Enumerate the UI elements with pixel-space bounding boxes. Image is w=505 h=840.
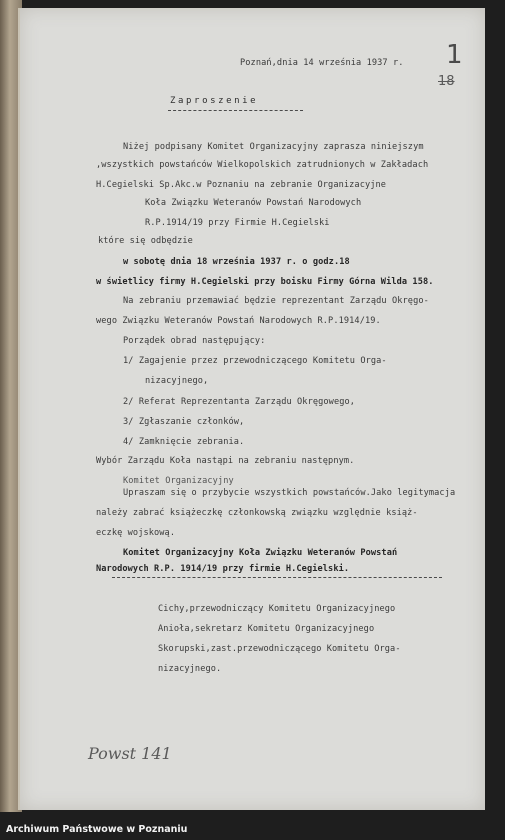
agenda-item-3: 3/ Zgłaszanie członków, xyxy=(123,417,245,427)
member-3: Skorupski,zast.przewodniczącego Komitetu Orga- xyxy=(158,644,401,654)
agenda-intro: Porządek obrad następujący: xyxy=(123,336,266,346)
signature-line-1: Komitet Organizacyjny Koła Związku Weteranów Powstań xyxy=(123,548,398,558)
document-title: Zaproszenie xyxy=(170,96,259,106)
agenda-item-1-cont: nizacyjnego, xyxy=(145,376,209,386)
body-line-9: Na zebraniu przemawiać będzie reprezentant Zarządu Okręgo- xyxy=(123,296,429,306)
agenda-item-2: 2/ Referat Reprezentanta Zarządu Okręgowego, xyxy=(123,397,356,407)
body-line-5: R.P.1914/19 przy Firmie H.Cegielski xyxy=(145,218,330,228)
archive-old-number: 18 xyxy=(438,74,455,89)
body-line-6: które się odbędzie xyxy=(98,236,193,246)
note-attendance-3: eczkę wojskową. xyxy=(96,528,176,538)
agenda-item-4: 4/ Zamknięcie zebrania. xyxy=(123,437,245,447)
note-committee-overtype: Komitet Organizacyjny xyxy=(123,476,234,486)
body-line-1: Niżej podpisany Komitet Organizacyjny zaprasza niniejszym xyxy=(123,142,424,152)
archive-watermark: Archiwum Państwowe w Poznaniu xyxy=(6,824,188,835)
member-3-cont: nizacyjnego. xyxy=(158,664,222,674)
member-1: Cichy,przewodniczący Komitetu Organizacyjnego xyxy=(158,604,396,614)
body-line-3: H.Cegielski Sp.Akc.w Poznaniu na zebranie Organizacyjne xyxy=(96,180,387,190)
archive-page-number: 1 xyxy=(446,40,463,70)
body-line-2: ,wszystkich powstańców Wielkopolskich zatrudnionych w Zakładach xyxy=(96,160,429,170)
member-2: Aniołа,sekretarz Komitetu Organizacyjnego xyxy=(158,624,375,634)
body-line-8: w świetlicy firmy H.Cegielski przy boisku Firmy Górna Wilda 158. xyxy=(96,277,434,287)
signature-line-2: Narodowych R.P. 1914/19 przy firmie H.Cegielski. xyxy=(96,564,350,574)
signature-underline xyxy=(112,577,442,578)
place-date: Poznań,dnia 14 września 1937 r. xyxy=(240,58,404,68)
title-underline xyxy=(168,110,303,111)
note-election: Wybór Zarządu Koła nastąpi na zebraniu następnym. xyxy=(96,456,355,466)
agenda-item-1: 1/ Zagajenie przez przewodniczącego Komitetu Orga- xyxy=(123,356,387,366)
handwritten-annotation: Powst 141 xyxy=(88,744,172,763)
body-line-10: wego Związku Weteranów Powstań Narodowych R.P.1914/19. xyxy=(96,316,381,326)
body-line-4: Koła Związku Weteranów Powstań Narodowych xyxy=(145,198,362,208)
body-line-7: w sobotę dnia 18 września 1937 r. o godz.18 xyxy=(123,257,350,267)
note-attendance-2: należy zabrać książeczkę członkowską związku względnie książ- xyxy=(96,508,418,518)
document-page xyxy=(18,8,485,810)
note-attendance-1: Upraszam się o przybycie wszystkich powstańców.Jako legitymacja xyxy=(123,488,456,498)
